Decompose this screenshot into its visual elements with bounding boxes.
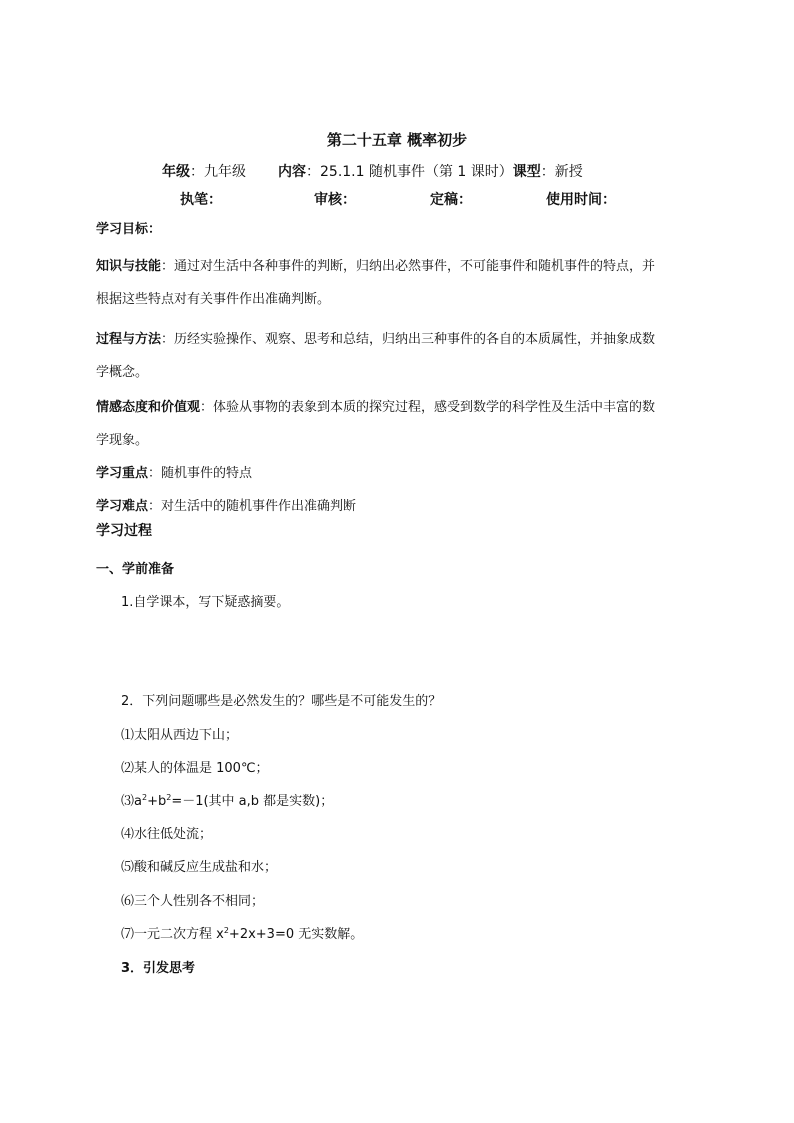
emotion-label: 情感态度和价值观 — [96, 400, 201, 415]
lesson-info — [162, 163, 583, 181]
knowledge-label: 知识与技能 — [96, 259, 162, 274]
difficulty-label: 学习难点 — [96, 499, 149, 514]
type-label: 课型 — [512, 164, 541, 180]
review-label: 审核： — [314, 192, 356, 208]
section-heading-1: 一、学前准备 — [96, 562, 175, 577]
grade-label: 年级 — [162, 164, 190, 180]
time-label: 使用时间： — [546, 192, 616, 208]
goals-heading: 学习目标： — [96, 222, 162, 237]
key-label: 学习重点 — [96, 466, 149, 481]
knowledge-line2: 根据这些特点对有关事件作出准确判断。 — [96, 292, 331, 307]
list-item: 2．下列问题哪些是必然发生的？哪些是不可能发生的？ — [121, 694, 442, 709]
signoff-row — [180, 191, 616, 209]
key-point: 学习重点：随机事件的特点 — [96, 466, 253, 481]
type-value: ：新授 — [540, 164, 583, 180]
list-item: ⑸酸和碱反应生成盐和水； — [121, 860, 278, 875]
content-label: 内容 — [278, 164, 306, 180]
list-item: ⑷水往低处流； — [121, 827, 213, 842]
final-label: 定稿： — [430, 192, 472, 208]
author-label: 执笔： — [180, 192, 222, 208]
difficulty-point: 学习难点：对生活中的随机事件作出准确判断 — [96, 499, 357, 514]
list-item: ⑺一元二次方程 $x^2+2x+3=0$ 无实数解。 — [121, 926, 364, 942]
content-value: ：25.1.1 随机事件（第 1 课时） — [306, 164, 513, 180]
process-label: 过程与方法 — [96, 332, 162, 347]
emotion-line2: 学现象。 — [96, 433, 149, 448]
list-item: 3．引发思考 — [121, 961, 196, 976]
grade-value: ：九年级 — [190, 164, 246, 180]
list-item: ⑴太阳从西边下山； — [121, 728, 239, 743]
emotion-line1: 情感态度和价值观：体验从事物的表象到本质的探究过程，感受到数学的科学性及生活中丰富的数 — [96, 400, 656, 415]
process-line1: 过程与方法：历经实验操作、观察、思考和总结，归纳出三种事件的各自的本质属性，并抽象成数 — [96, 332, 656, 347]
page-title: 第二十五章 概率初步 — [326, 131, 468, 149]
list-item: 1.自学课本，写下疑惑摘要。 — [121, 595, 290, 610]
list-item: ⑵某人的体温是 100℃； — [121, 761, 269, 776]
list-item: ⑹三个人性别各不相同； — [121, 894, 265, 909]
list-item: $⑶a^2+b^2=-1$(其中 a,b 都是实数)； — [121, 793, 334, 809]
process-heading: 学习过程 — [96, 523, 152, 539]
knowledge-line1: 知识与技能：通过对生活中各种事件的判断，归纳出必然事件，不可能事件和随机事件的特点，并 — [96, 259, 656, 274]
process-line2: 学概念。 — [96, 365, 149, 380]
